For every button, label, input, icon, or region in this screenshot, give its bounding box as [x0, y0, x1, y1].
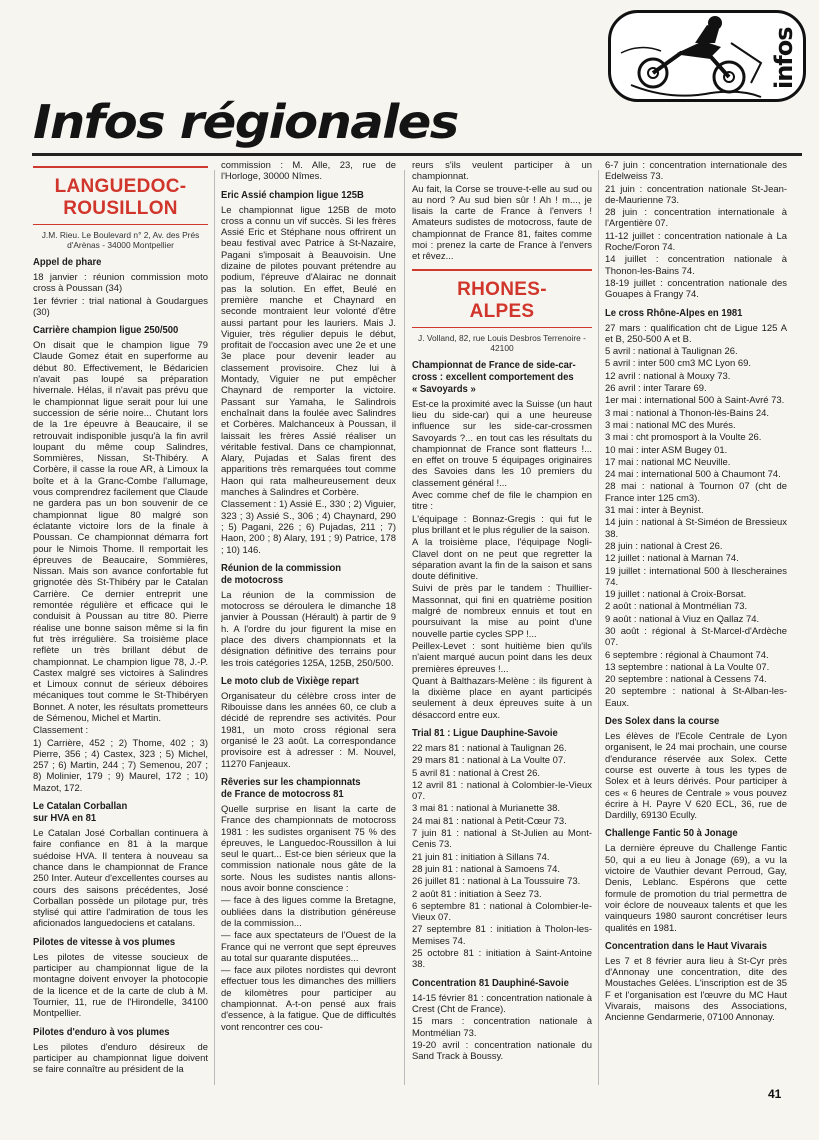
article-paragraph: Les élèves de l'Ecole Centrale de Lyon organisent, le 24 mai prochain, une course d'endurance réservée aux Solex. Cette course est ouverte à tous les types de Solex et à leurs dérivés. Pour participer à ces « 6 heures de Centrale » vous pouvez écrire à H. Payre V 620 ECL, 36, rue de Dardilly, 69130 Ecully. — [605, 731, 787, 822]
region-banner — [412, 269, 592, 328]
article-heading: Des Solex dans la course — [605, 716, 720, 728]
article-paragraph: 26 juillet 81 : national à La Toussuire 73. — [412, 876, 581, 888]
page-number: 41 — [768, 1087, 782, 1101]
article-paragraph: 3 mai : national à Thonon-lès-Bains 24. — [605, 407, 770, 419]
article-paragraph: Les pilotes d'enduro désireux de participer au championnat ligue doivent se faire connaître au président de la — [33, 1041, 208, 1076]
article-paragraph: 26 avril : inter Tarare 69. — [605, 383, 707, 395]
column-4 — [605, 160, 787, 1090]
region-name: LANGUEDOC- ROUSILLON — [54, 176, 187, 219]
article-paragraph: 6-7 juin : concentration internationale des Edelweiss 73. — [605, 160, 787, 183]
column-divider — [214, 170, 215, 1085]
article-heading: Pilotes d'enduro à vos plumes — [33, 1026, 170, 1038]
article-paragraph: 5 avril : national à Taulignan 26. — [605, 346, 738, 358]
article-paragraph: 27 mars : qualification cht de Ligue 125 A et B, 250-500 A et B. — [605, 322, 787, 345]
article-paragraph: 27 septembre 81 : initiation à Tholon-les-Memises 74. — [412, 924, 592, 947]
article-paragraph: 14 juillet : concentration nationale à Thonon-les-Bains 74. — [605, 254, 787, 277]
article-paragraph: 31 mai : inter à Beynist. — [605, 505, 704, 517]
article-paragraph: 22 mars 81 : national à Taulignan 26. — [412, 742, 567, 754]
column-1 — [33, 160, 208, 1090]
article-paragraph: 1er mai : international 500 à Saint-Avré 73. — [605, 395, 785, 407]
logo-wordmark: infos — [770, 27, 798, 89]
article-heading: Eric Assié champion ligue 125B — [221, 189, 364, 201]
title-underline — [32, 153, 802, 156]
article-paragraph: commission : M. Alle, 23, rue de l'Horloge, 30000 Nîmes. — [221, 160, 396, 183]
region-address: J. Volland, 82, rue Louis Desbros Terrenoire - 42100 — [418, 332, 586, 353]
article-paragraph: Le championnat ligue 125B de moto cross a connu un vif succès. Si les frères Assié Eric et Stéphane nous offrirent un beau festival avec Patrice à St-Nazaire, Pagani s'imposait à Beauvoisin. Une dizaine de pilotes pouvant prétendre au podium, l'épreuve d'Alairac ne donnait pas la solution. En effet, Beulé en première manche et Chaynard en seconde montraient leur volonté d'être aussi partant pour les lauriers. Mais J. Viguier, très régulier depuis le début, profitait de l'occasion avec une 2e et une 3e place pour devenir leader au classement provisoire. Chez lui à Montady, Viguier ne put empêcher Chaynard de remporter la victoire. Passant sur Yamaha, le Salindrois enchaînait dans la foulée avec Salindres et Corbères. Malchanceux à Poussan, il laissait les frères Assié réaliser un véritable festival. Dans ce championnat, Alary, Pujadas et Salas firent des apparitions très remarquées tout comme Haon qui rata malheureusement deux manches à Salindres et Corbère. — [221, 204, 396, 499]
article-paragraph: Les pilotes de vitesse soucieux de participer au championnat ligue de la montagne doivent envoyer la photocopie de la licence et de la carte de club à M. Tournier, 11, rue de l'Hirondelle, 34100 Montpellier. — [33, 951, 208, 1020]
region-banner — [33, 166, 208, 225]
article-paragraph: 28 mai : national à Tournon 07 (cht de France inter 125 cm3). — [605, 481, 787, 504]
column-3 — [412, 160, 592, 1090]
article-paragraph: 28 juin : national à Crest 26. — [605, 540, 723, 552]
article-paragraph: — face à des ligues comme la Bretagne, oubliées dans la distribution généreuse de la commission... — [221, 895, 396, 929]
article-paragraph: La réunion de la commission de motocross se déroulera le dimanche 18 janvier à Poussan (Hérault) à partir de 9 h. A l'ordre du jour figurent la mise en place des divers championnats et la désignation définitive des terrains pour les trois catégories 125A, 125B, 250/500. — [221, 589, 396, 669]
article-paragraph: 7 juin 81 : national à St-Julien au Mont-Cenis 73. — [412, 828, 592, 851]
article-paragraph: 20 septembre : national à Cessens 74. — [605, 674, 767, 686]
article-paragraph: 21 juin 81 : initiation à Sillans 74. — [412, 851, 550, 863]
article-paragraph: Est-ce la proximité avec la Suisse (un haut lieu du side-car) qui a une heureuse influence sur les side-car-crossmen Savoyards ?... en tout cas les résultats du championnat de France sont flatteurs !... en effet on trouve 5 équipages originaires des Savoies dans les 10 premiers du classement général !... — [412, 398, 592, 489]
article-paragraph: 12 juillet : national à Marnan 74. — [605, 553, 739, 565]
article-heading: Appel de phare — [33, 257, 102, 268]
article-paragraph: La dernière épreuve du Challenge Fantic 50, qui a eu lieu à Jonage (69), a vu la victoire de Vauthier devant Perroud, Gay, Denis, Leblanc. Espérons que cette formule de promotion du trial permettra de voir éclore de nouveaux talents et que les vainqueurs 1980 sauront concrétiser leurs qualités en 1981. — [605, 843, 787, 934]
article-paragraph: 19 juillet : national à Croix-Borsat. — [605, 589, 747, 601]
article-paragraph: 24 mai : international 500 à Chaumont 74. — [605, 469, 781, 481]
article-paragraph: — face aux pilotes nordistes qui devront effectuer tous les dimanches des milliers de kilomètres pour participer au championnat. A-t-on pensé aux frais d'essence, à la fatigue. Que de difficultés vont rencontrer ces cou- — [221, 965, 396, 1033]
article-heading: Le moto club de Vixiège repart — [221, 675, 359, 687]
article-paragraph: On disait que le champion ligue 79 Claude Gomez était en superforme au début 80. Effectivement, le Bédaricien n'avait pas loupé sa préparation hivernale. Hélas, il n'avait pas prévu que le championnat ligue serait pour lui une succession de série noire... Chutant lors de la 1re épeuvre à Beaucaire, il se retrouvait indisponible jusqu'à la fin avril loupant du même coup Salindres, Sommières, Nissan, St-Thibéry. A Corbère, il casse la roue AR, à Limoux la boîte et à la Granc-Combe l'allumage, vous comprendrez facilement que Claude ne gardera pas un bon souvenir de ce championnat ligue 80 malgré son éclatante victoire lors de la finale à Poussan. Ce championnat démarra fort pour le Nimois Thome. Il remportait les épreuves de Beaucaire, Sommières, Nissan. Mais son avance confortable fut grignotée dès St-Thibéry par le Catalan Carrière. Ce dernier entreprit une remontée régulière et efficace qui le conduisit à Poussan au titre 80. Pierre réalise une bonne saison même si la fin fut très irrégulière. Sa troisième place reflète un très brillant début de championnat. Le champion ligue 78, J.-P. Castex malgré ses victoires à Salindres et Limoux connut de sérieux déboires mécaniques tout comme le St-Thibéryen Bonnet. A noter, les résultats prometteurs de Sémenou, Michel et Martin. — [33, 340, 208, 724]
article-paragraph: 12 avril : national à Mouxy 73. — [605, 370, 731, 382]
article-paragraph: 24 mai 81 : national à Petit-Cœur 73. — [412, 815, 567, 827]
article-paragraph: 25 octobre 81 : initiation à Saint-Antoine 38. — [412, 948, 592, 971]
article-paragraph: 13 septembre : national à La Voulte 07. — [605, 661, 770, 673]
article-paragraph: 19-20 avril : concentration nationale du Sand Track à Boussy. — [412, 1039, 592, 1063]
article-paragraph: 5 avril 81 : national à Crest 26. — [412, 767, 541, 779]
article-paragraph: reurs s'ils veulent participer à un championnat. — [412, 160, 592, 183]
article-paragraph: 6 septembre 81 : national à Colombier-le-Vieux 07. — [412, 900, 592, 924]
article-paragraph: 28 juin : concentration internationale à l'Argentière 07. — [605, 207, 787, 230]
column-divider — [404, 170, 405, 1085]
article-paragraph: 29 mars 81 : national à La Voulte 07. — [412, 755, 566, 767]
article-paragraph: Quant à Balthazars-Melène : ils figurent à la dixième place en ayant participés seulement à deux épreuves suite à un désaccord entre eux. — [412, 675, 592, 721]
page-title: Infos régionales — [33, 95, 458, 149]
article-paragraph: 21 juin : concentration nationale St-Jean-de-Maurienne 73. — [605, 183, 787, 206]
infos-logo — [608, 10, 806, 102]
article-paragraph: 2 août : national à Montmélian 73. — [605, 601, 748, 613]
article-heading: Pilotes de vitesse à vos plumes — [33, 936, 176, 948]
article-paragraph: 12 avril 81 : national à Colombier-le-Vieux 07. — [412, 779, 592, 803]
article-heading: Trial 81 : Ligue Dauphine-Savoie — [412, 727, 558, 739]
article-paragraph: Avec comme chef de file le champion en titre : — [412, 490, 592, 513]
article-paragraph: Le Catalan José Corballan continuera à faire confiance en 81 à la marque suédoise HVA. Il tentera à nouveau sa chance dans le championnat de France 250 Inter. Auteur d'excellentes courses au cours des saisons précédentes, José Corballan possède un pilotage pur, très stylisé qui attire l'admiration de tous les aficionados languedociens et catalans. — [33, 828, 208, 930]
region-name: RHONES- ALPES — [457, 278, 547, 322]
column-divider — [598, 170, 599, 1085]
article-paragraph: 10 mai : inter ASM Bugey 01. — [605, 444, 728, 456]
article-paragraph: 3 mai : cht promosport à la Voulte 26. — [605, 432, 762, 444]
article-paragraph: 19 juillet : international 500 à Ilescheraines 74. — [605, 565, 787, 588]
article-paragraph: Suivi de près par le tandem : Thuillier-Massonnat, qui fini en quatrième position malgré de nombreux ennuis et tout en poursuivant la mise au point d'une nouvelle partie cycles SPP !... — [412, 583, 592, 640]
article-paragraph: 3 mai : national MC des Murés. — [605, 419, 736, 431]
article-paragraph: 30 août : régional à St-Marcel-d'Ardèche 07. — [605, 625, 787, 649]
article-heading: Championnat de France de side-car- cross : excellent comportement des « Savoyards » — [412, 359, 576, 395]
article-heading: Concentration dans le Haut Vivarais — [605, 940, 767, 952]
article-paragraph: L'équipage : Bonnaz-Gregis : qui fut le plus brillant et le plus régulier de la saison. — [412, 513, 592, 536]
article-paragraph: Quelle surprise en lisant la carte de France des championnats de motocross 1981 : les sudistes organisent 75 % des épreuves, le Languedoc-Roussillon à lui seul le quart... Est-ce bien sérieux que la commission nationale nous gâte de la sorte. Nous les sudistes nantis allons-nous avoir bonne conscience : — [221, 803, 396, 895]
article-paragraph: 6 septembre : régional à Chaumont 74. — [605, 649, 769, 661]
article-heading: Challenge Fantic 50 à Jonage — [605, 828, 738, 840]
article-heading: Réunion de la commission de motocross — [221, 562, 342, 586]
article-paragraph: 14-15 février 81 : concentration nationale à Crest (Cht de France). — [412, 992, 592, 1015]
article-paragraph: 17 mai : national MC Neuville. — [605, 456, 731, 468]
article-paragraph: Les 7 et 8 février aura lieu à St-Cyr près d'Annonay une concentration, dite des Moustaches Gelées. L'inscription est de 35 F et l'organisation est l'œuvre du MC Haut Vivarais, maisons des Associations, Ancienne Gendarmerie, 07100 Annonay. — [605, 955, 787, 1024]
article-paragraph: 15 mars : concentration nationale à Montmélian 73. — [412, 1016, 592, 1039]
article-paragraph: 9 août : national à Viuz en Qallaz 74. — [605, 613, 760, 625]
region-address: J.M. Rieu. Le Boulevard n° 2, Av. des Prés d'Arènas - 34000 Montpellier — [41, 230, 200, 250]
article-paragraph: 1er février : trial national à Goudargues (30) — [33, 295, 208, 318]
article-paragraph: 3 mai 81 : national à Murianette 38. — [412, 803, 560, 815]
article-paragraph: 28 juin 81 : national à Samoens 74. — [412, 863, 560, 875]
article-paragraph: Classement : 1) Assié E., 330 ; 2) Viguier, 323 ; 3) Assié S., 306 ; 4) Chaynard, 290 ; 5) Pagani, 226 ; 6) Pujadas, 211 ; 7) Haon, 200 ; 8) Alary, 191 ; 9) Patrice, 178 ; 10) 146. — [221, 499, 396, 556]
article-paragraph: — face aux spectateurs de l'Ouest de la France qui ne verront que sept épreuves au total sur quarante disputées... — [221, 930, 396, 964]
article-paragraph: Classement : — [33, 725, 89, 737]
article-paragraph: 5 avril : inter 500 cm3 MC Lyon 69. — [605, 358, 751, 370]
article-paragraph: 20 septembre : national à St-Alban-les-Eaux. — [605, 686, 787, 709]
article-paragraph: 2 août 81 : initiation à Seez 73. — [412, 888, 542, 900]
article-paragraph: 18-19 juillet : concentration nationale des Gouapes à Frangy 74. — [605, 277, 787, 301]
article-heading: Concentration 81 Dauphiné-Savoie — [412, 977, 569, 989]
article-paragraph: 11-12 juillet : concentration nationale à La Roche/Foron 74. — [605, 230, 787, 254]
article-paragraph: Peillex-Levet : sont huitième bien qu'ils n'aient marqué aucun point dans les deux premières épreuves !... — [412, 640, 592, 675]
article-paragraph: 18 janvier : réunion commission moto cross à Poussan (34) — [33, 272, 208, 295]
column-2 — [221, 160, 396, 1090]
article-paragraph: Au fait, la Corse se trouve-t-elle au sud ou au nord ? Au sud bien sûr ! Ah ! m..., je lisais la carte de France à l'envers ! Amateurs sudistes de motocross, faute de championnat de France 81, faites comme moi : prenez la carte de France à l'envers et rêvez... — [412, 183, 592, 263]
article-heading: Le Catalan Corballan sur HVA en 81 — [33, 801, 128, 825]
article-paragraph: A la troisième place, l'équipage Nogli-Clavel dont on ne peut que regretter la séparation avant la fin de la saison et sans doute définitive. — [412, 537, 592, 583]
article-heading: Rêveries sur les championnats de France de motocross 81 — [221, 776, 361, 800]
article-heading: Carrière champion ligue 250/500 — [33, 325, 179, 337]
article-paragraph: Organisateur du célèbre cross inter de Ribouisse dans les années 60, ce club a décidé de reprendre ses activités. Pour 1981, un moto cross régional sera organisé le 23 août. La correspondance provisoire est à adresser : M. Nouvel, 11270 Fanjeaux. — [221, 690, 396, 770]
article-heading: Le cross Rhône-Alpes en 1981 — [605, 307, 743, 319]
article-paragraph: 1) Carrière, 452 ; 2) Thome, 402 ; 3) Pierre, 356 ; 4) Castex, 323 ; 5) Michel, 257 ; 6) Martin, 244 ; 7) Semenou, 207 ; 8) Molinier, 179 ; 9) Maurel, 172 ; 10) Mazot, 172. — [33, 737, 208, 794]
article-paragraph: 14 juin : national à St-Siméon de Bressieux 38. — [605, 517, 787, 540]
